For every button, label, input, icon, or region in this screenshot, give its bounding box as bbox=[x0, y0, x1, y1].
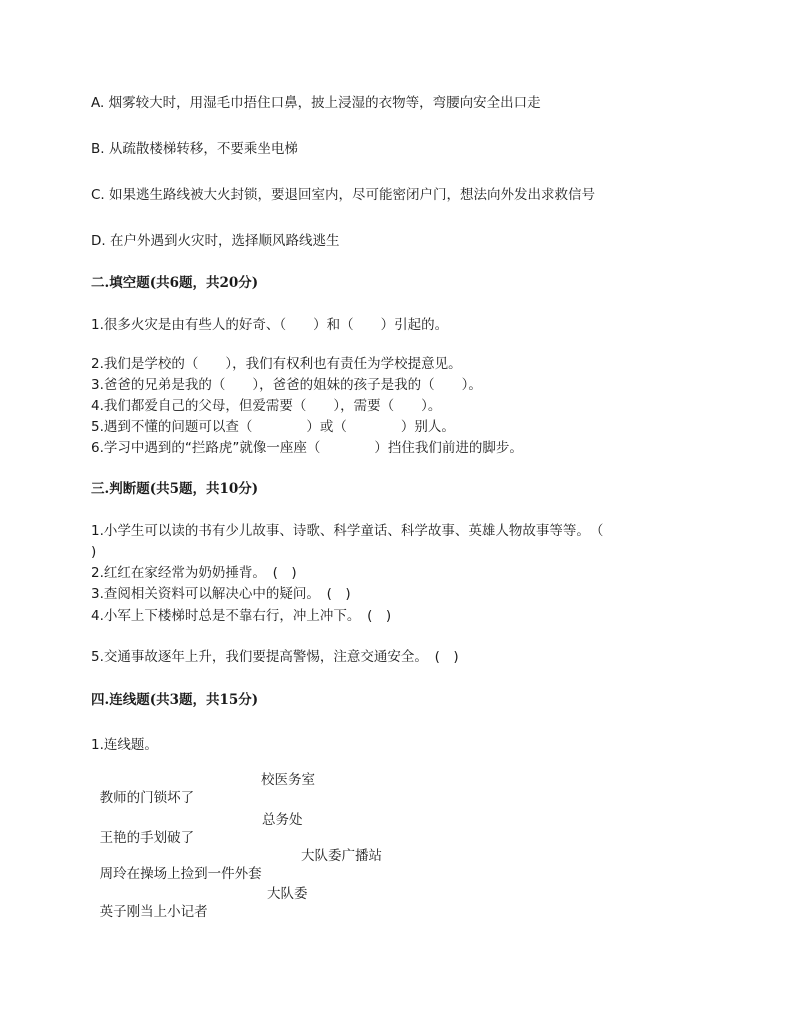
matching-intro: 1.连线题。 bbox=[91, 737, 158, 753]
section-heading-fill-blank: 二.填空题(共6题，共20分) bbox=[91, 275, 259, 291]
option-c: C. 如果逃生路线被大火封锁，要退回室内，尽可能密闭户门，想法向外发出求救信号 bbox=[91, 187, 596, 203]
section-heading-matching: 四.连线题(共3题，共15分) bbox=[91, 692, 259, 708]
matching-right: 大队委广播站 bbox=[301, 848, 382, 864]
matching-left: 王艳的手划破了 bbox=[99, 830, 195, 846]
matching-right: 总务处 bbox=[262, 812, 303, 828]
section-heading-true-false: 三.判断题(共5题，共10分) bbox=[91, 481, 259, 497]
matching-left: 周玲在操场上捡到一件外套 bbox=[99, 866, 262, 882]
true-false-item-3: 3.查阅相关资料可以解决心中的疑问。 ( ) bbox=[91, 586, 351, 602]
true-false-item-1-close: ) bbox=[91, 544, 97, 560]
option-d: D. 在户外遇到火灾时，选择顺风路线逃生 bbox=[91, 233, 340, 249]
fill-blank-item-6: 6.学习中遇到的“拦路虎”就像一座座（ ）挡住我们前进的脚步。 bbox=[91, 440, 523, 456]
true-false-item-1: 1.小学生可以读的书有少儿故事、诗歌、科学童话、科学故事、英雄人物故事等等。 （ bbox=[91, 523, 604, 539]
matching-row bbox=[91, 885, 308, 939]
fill-blank-item-2: 2.我们是学校的（ ），我们有权利也有责任为学校提意见。 bbox=[91, 356, 462, 372]
option-a: A. 烟雾较大时，用湿毛巾捂住口鼻，披上浸湿的衣物等，弯腰向安全出口走 bbox=[91, 95, 541, 111]
fill-blank-item-5: 5.遇到不懂的问题可以查（ ）或（ ）别人。 bbox=[91, 419, 455, 435]
true-false-item-5: 5.交通事故逐年上升，我们要提高警惕，注意交通安全。 ( ) bbox=[91, 649, 459, 665]
matching-left: 教师的门锁坏了 bbox=[99, 790, 195, 806]
option-b: B. 从疏散楼梯转移，不要乘坐电梯 bbox=[91, 141, 298, 157]
matching-right: 大队委 bbox=[267, 886, 308, 902]
fill-blank-item-1: 1.很多火灾是由有些人的好奇、（ ）和（ ）引起的。 bbox=[91, 317, 449, 333]
fill-blank-item-4: 4.我们都爱自己的父母，但爱需要（ ），需要（ ）。 bbox=[91, 398, 442, 414]
true-false-item-2: 2.红红在家经常为奶奶捶背。 ( ) bbox=[91, 565, 297, 581]
matching-right: 校医务室 bbox=[261, 772, 315, 788]
matching-left: 英子刚当上小记者 bbox=[99, 904, 208, 920]
fill-blank-item-3: 3.爸爸的兄弟是我的（ ），爸爸的姐妹的孩子是我的（ ）。 bbox=[91, 377, 482, 393]
true-false-item-4: 4.小军上下楼梯时总是不靠右行，冲上冲下。 ( ) bbox=[91, 608, 392, 624]
